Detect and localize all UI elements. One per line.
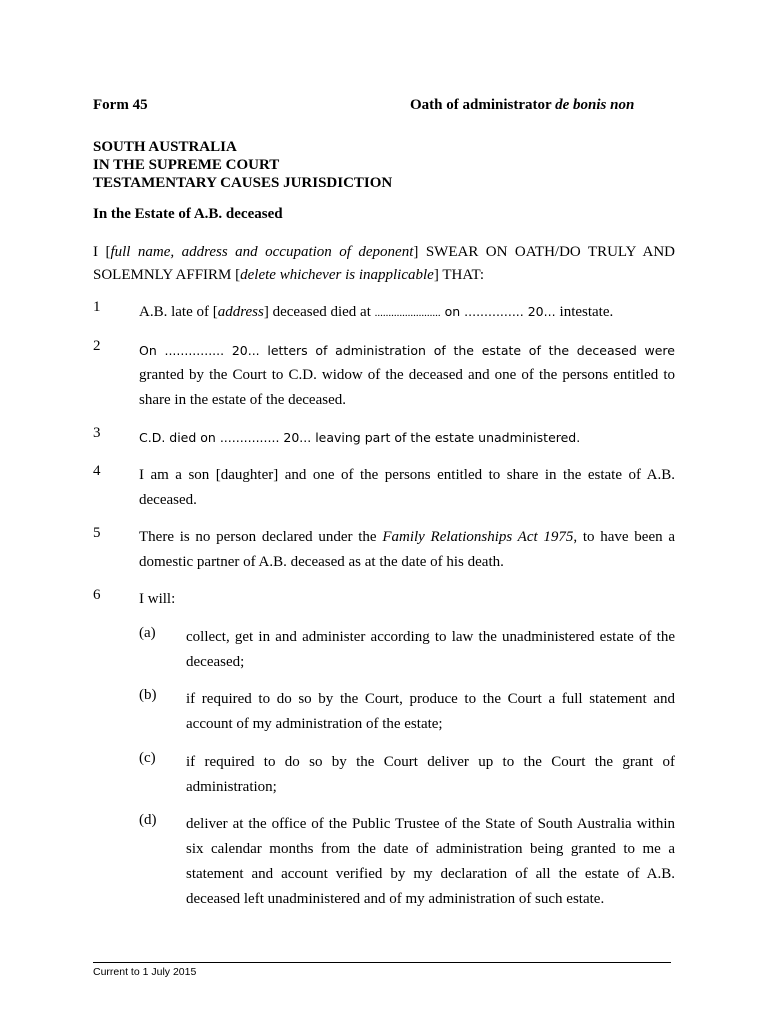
court-line-state: SOUTH AUSTRALIA — [93, 139, 237, 155]
paragraph-number: 5 — [93, 525, 101, 541]
subitem-d — [139, 812, 675, 912]
paragraph-number: 4 — [93, 463, 101, 479]
paragraph-number: 6 — [93, 587, 101, 603]
subitem-text: if required to do so by the Court, produce to the Court a full statement and account of my administration of the estate; — [186, 691, 675, 732]
paragraph-text: I am a son [daughter] and one of the persons entitled to share in the estate of A.B. deceased. — [139, 467, 675, 508]
court-heading — [93, 138, 392, 192]
paragraph-5 — [93, 525, 675, 575]
paragraph-text: C.D. died on ............... 20... leaving part of the estate unadministered. — [139, 430, 581, 445]
subitem-label: (c) — [139, 750, 156, 766]
estate-title: In the Estate of A.B. deceased — [93, 206, 283, 222]
subitem-b — [139, 687, 675, 737]
subitem-a — [139, 625, 675, 675]
paragraph-number: 2 — [93, 338, 101, 354]
paragraph-4 — [93, 463, 675, 513]
paragraph-text: There is no person declared under the Family Relationships Act 1975, to have been a domestic partner of A.B. deceased as at the date of his death. — [139, 529, 675, 570]
footer-currency-note: Current to 1 July 2015 — [93, 966, 197, 978]
subitem-text: collect, get in and administer according to law the unadministered estate of the deceased; — [186, 629, 675, 670]
court-line-jurisdiction: TESTAMENTARY CAUSES JURISDICTION — [93, 175, 393, 191]
subitem-label: (d) — [139, 812, 157, 828]
paragraph-text: On ............... 20... letters of administration of the estate of the deceased were granted by the Court to C.D. widow of the deceased and one of the persons entitled to share in the estate of the deceased. — [139, 343, 675, 408]
paragraph-text: I will: — [139, 591, 176, 607]
subitem-label: (b) — [139, 687, 157, 703]
paragraph-number: 1 — [93, 299, 101, 315]
footer-divider — [93, 962, 671, 963]
court-line-court: IN THE SUPREME COURT — [93, 157, 280, 173]
subitem-c — [139, 750, 675, 800]
paragraph-number: 3 — [93, 425, 101, 441]
paragraph-2 — [93, 338, 675, 413]
paragraph-6 — [93, 587, 675, 612]
form-header — [93, 97, 693, 117]
subitem-text: deliver at the office of the Public Trustee of the State of South Australia within six calendar months from the date of administration being granted to me a statement and account verified by my declaration of all the estate of A.B. deceased left unadministered and of my administration of such estate. — [186, 816, 675, 907]
form-number: Form 45 — [93, 97, 148, 113]
oath-intro: I [full name, address and occupation of deponent] SWEAR ON OATH/DO TRULY AND SOLEMNLY AFFIRM [delete whichever is inapplicable] THAT: — [93, 244, 675, 283]
paragraph-text: A.B. late of [address] deceased died at ........................ on ............... 20... intestate. — [139, 304, 614, 320]
paragraph-3 — [93, 425, 675, 450]
paragraph-1 — [93, 299, 675, 326]
form-title: Oath of administrator de bonis non — [410, 97, 635, 113]
subitem-text: if required to do so by the Court deliver up to the Court the grant of administration; — [186, 754, 675, 795]
subitem-label: (a) — [139, 625, 156, 641]
